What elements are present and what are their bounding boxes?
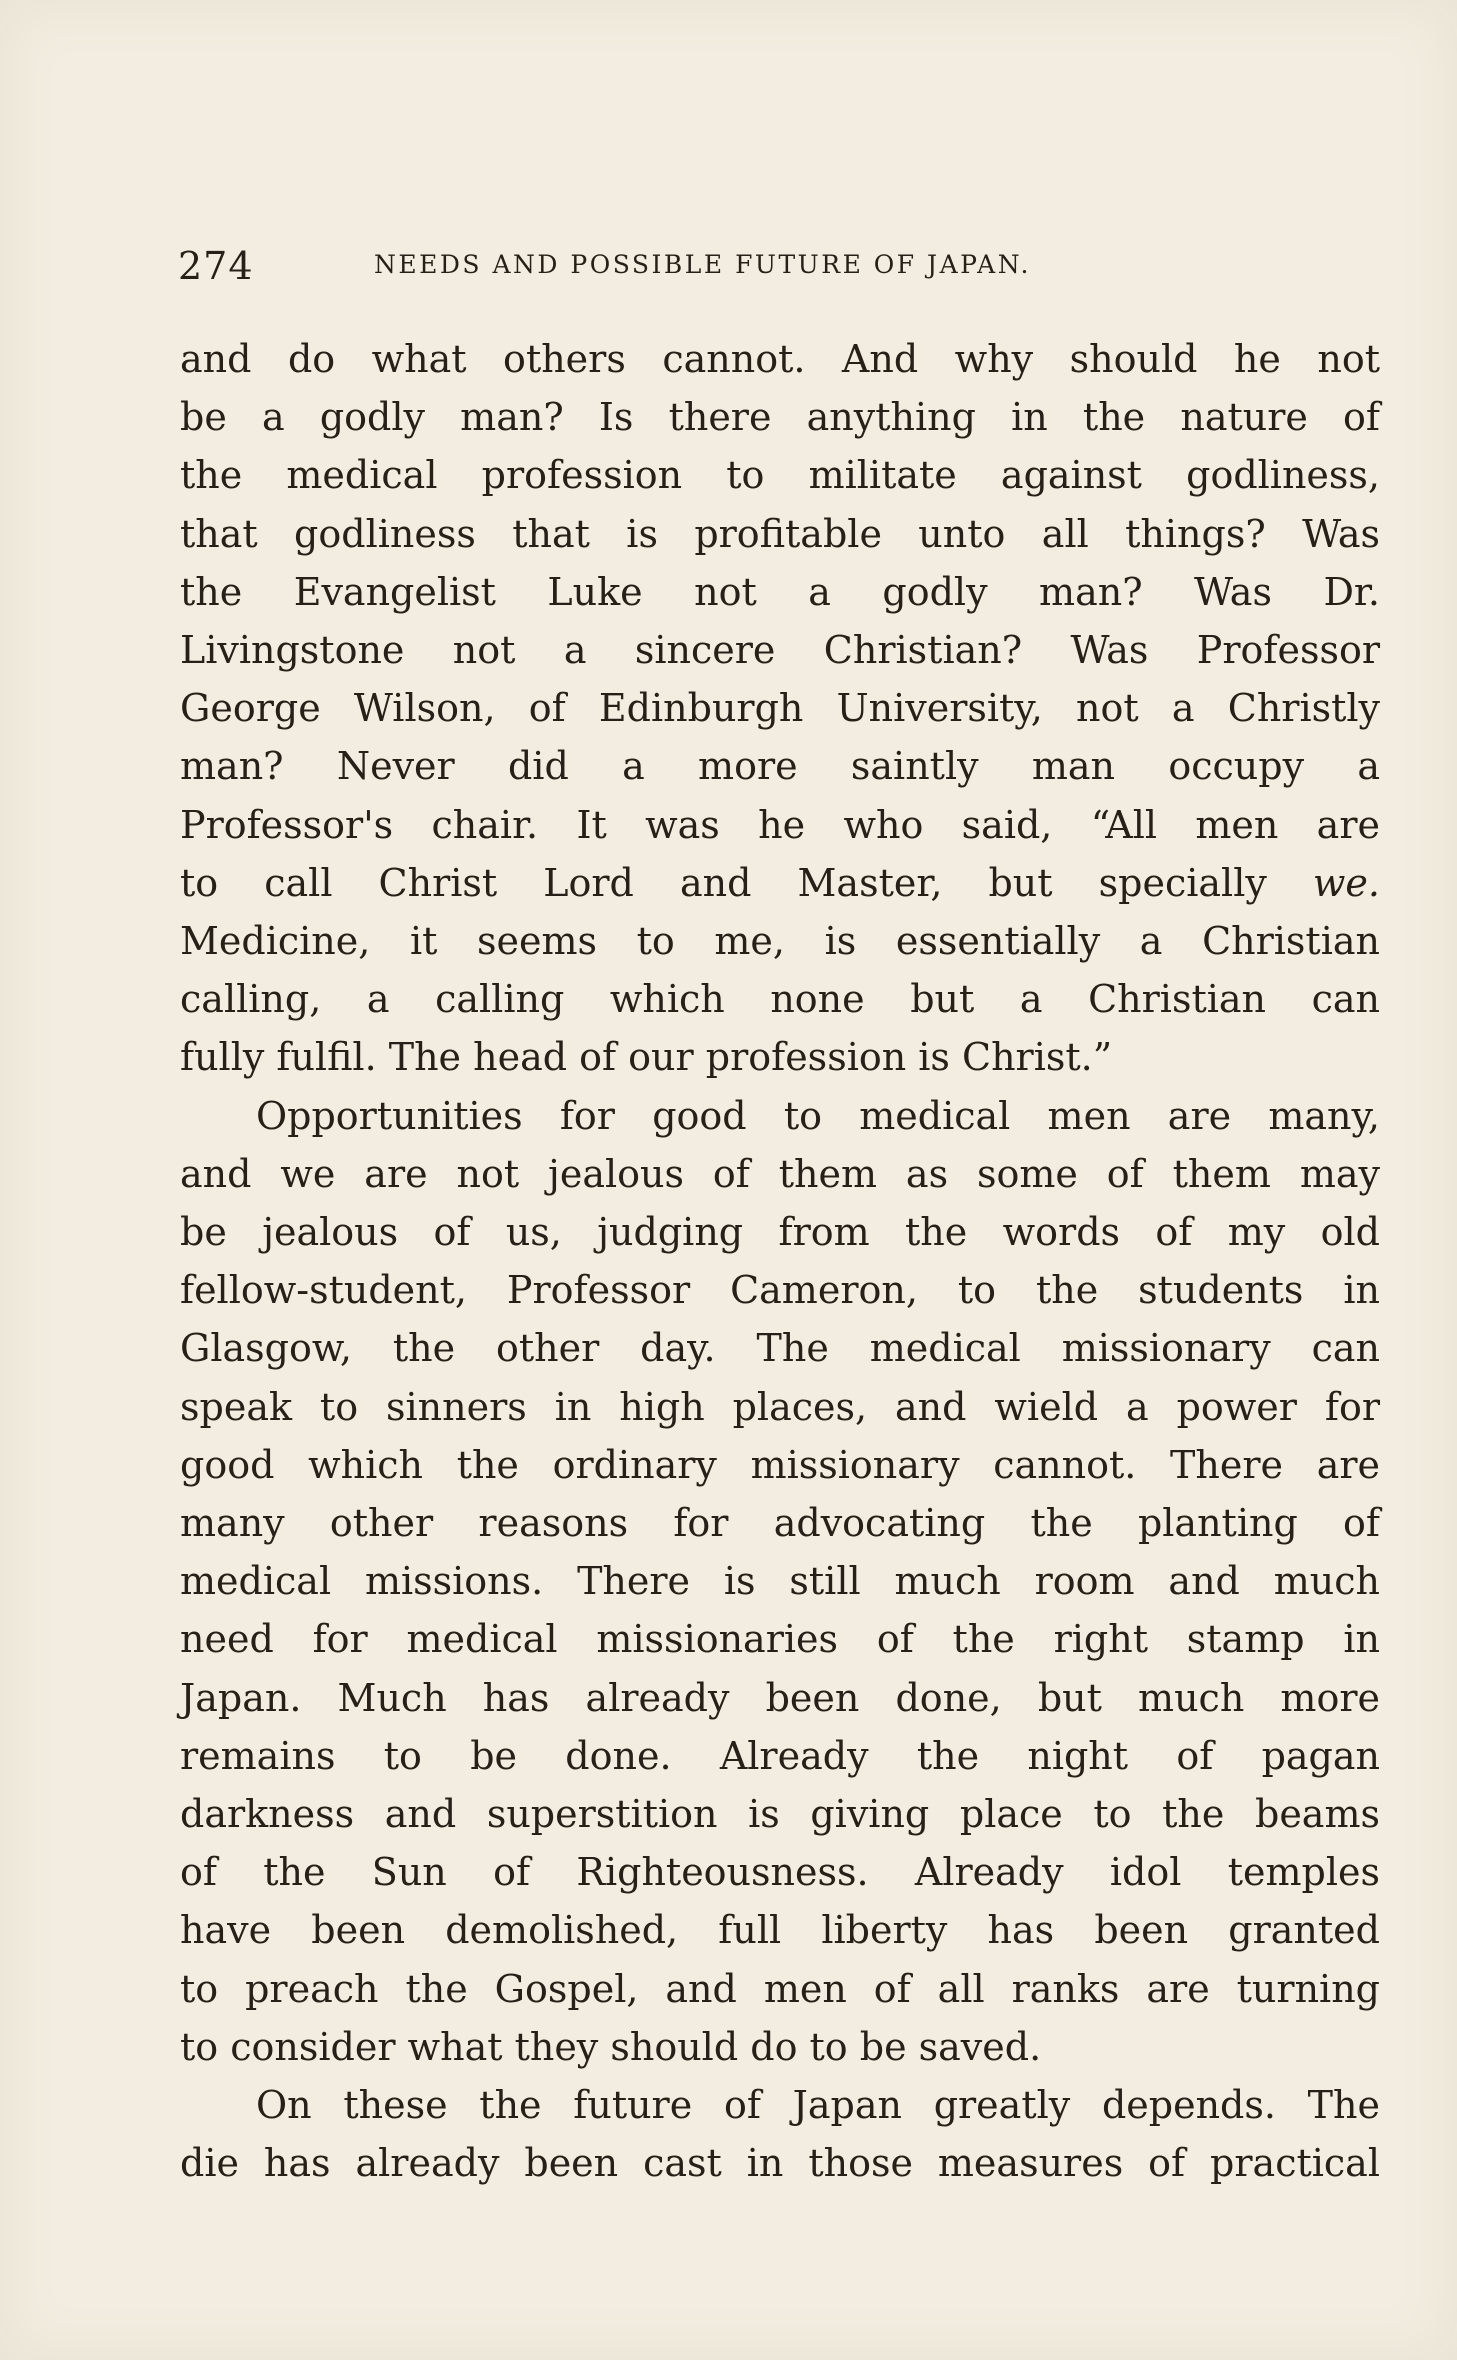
- text-line: remains to be done. Already the night of pagan: [180, 1733, 1380, 1778]
- text-line: Japan. Much has already been done, but much more: [180, 1675, 1380, 1720]
- paragraph-start-line: Opportunities for good to medical men are many,: [256, 1093, 1380, 1138]
- text-line: need for medical missionaries of the right stamp in: [180, 1617, 1380, 1662]
- text-line: many other reasons for advocating the planting of: [180, 1501, 1380, 1546]
- text-line: medical missions. There is still much room and much: [180, 1559, 1380, 1604]
- running-title: NEEDS AND POSSIBLE FUTURE OF JAPAN.: [374, 250, 1031, 279]
- text-line: good which the ordinary missionary cannot. There are: [180, 1442, 1380, 1487]
- text-line: be jealous of us, judging from the words of my old: [180, 1210, 1380, 1255]
- text-line: fellow-student, Professor Cameron, to the students in: [180, 1268, 1380, 1313]
- page-header: [178, 240, 1378, 290]
- text-line: darkness and superstition is giving place to the beams: [180, 1792, 1380, 1837]
- text-line: Professor's chair. It was he who said, “All men are: [180, 802, 1380, 847]
- paragraph-end-line: fully fulfil. The head of our profession is Christ.”: [180, 1035, 1113, 1080]
- text-line: and we are not jealous of them as some of them may: [180, 1151, 1380, 1196]
- text-line: of the Sun of Righteousness. Already idol temples: [180, 1850, 1380, 1895]
- paragraph-end-line: to consider what they should do to be saved.: [180, 2024, 1042, 2069]
- text-line: calling, a calling which none but a Christian can: [180, 977, 1380, 1022]
- text-line: speak to sinners in high places, and wield a power for: [180, 1384, 1380, 1429]
- text-line-segment: to call Christ Lord and Master, but specially: [180, 860, 1313, 905]
- text-line: Medicine, it seems to me, is essentially a Christian: [180, 919, 1380, 964]
- text-line: [180, 854, 1380, 912]
- text-line: have been demolished, full liberty has been granted: [180, 1908, 1380, 1953]
- text-line: be a godly man? Is there anything in the nature of: [180, 395, 1380, 440]
- text-line: and do what others cannot. And why should he not: [180, 337, 1380, 381]
- text-line: Livingstone not a sincere Christian? Was Professor: [180, 628, 1380, 673]
- page-number: 274: [178, 244, 254, 288]
- text-line: man? Never did a more saintly man occupy a: [180, 744, 1380, 789]
- text-line: George Wilson, of Edinburgh University, not a Christly: [180, 686, 1380, 731]
- text-line: to preach the Gospel, and men of all ranks are turning: [180, 1966, 1380, 2011]
- text-line: Glasgow, the other day. The medical missionary can: [180, 1326, 1380, 1371]
- body-text: [180, 330, 1380, 2193]
- text-line: the Evangelist Luke not a godly man? Was Dr.: [180, 569, 1380, 614]
- text-line: the medical profession to militate against godliness,: [180, 453, 1380, 498]
- text-line: die has already been cast in those measures of practical: [180, 2141, 1380, 2186]
- paragraph-start-line: On these the future of Japan greatly depends. The: [256, 2083, 1380, 2128]
- italic-emphasis: we.: [1312, 860, 1380, 905]
- text-line: that godliness that is profitable unto all things? Was: [180, 511, 1380, 556]
